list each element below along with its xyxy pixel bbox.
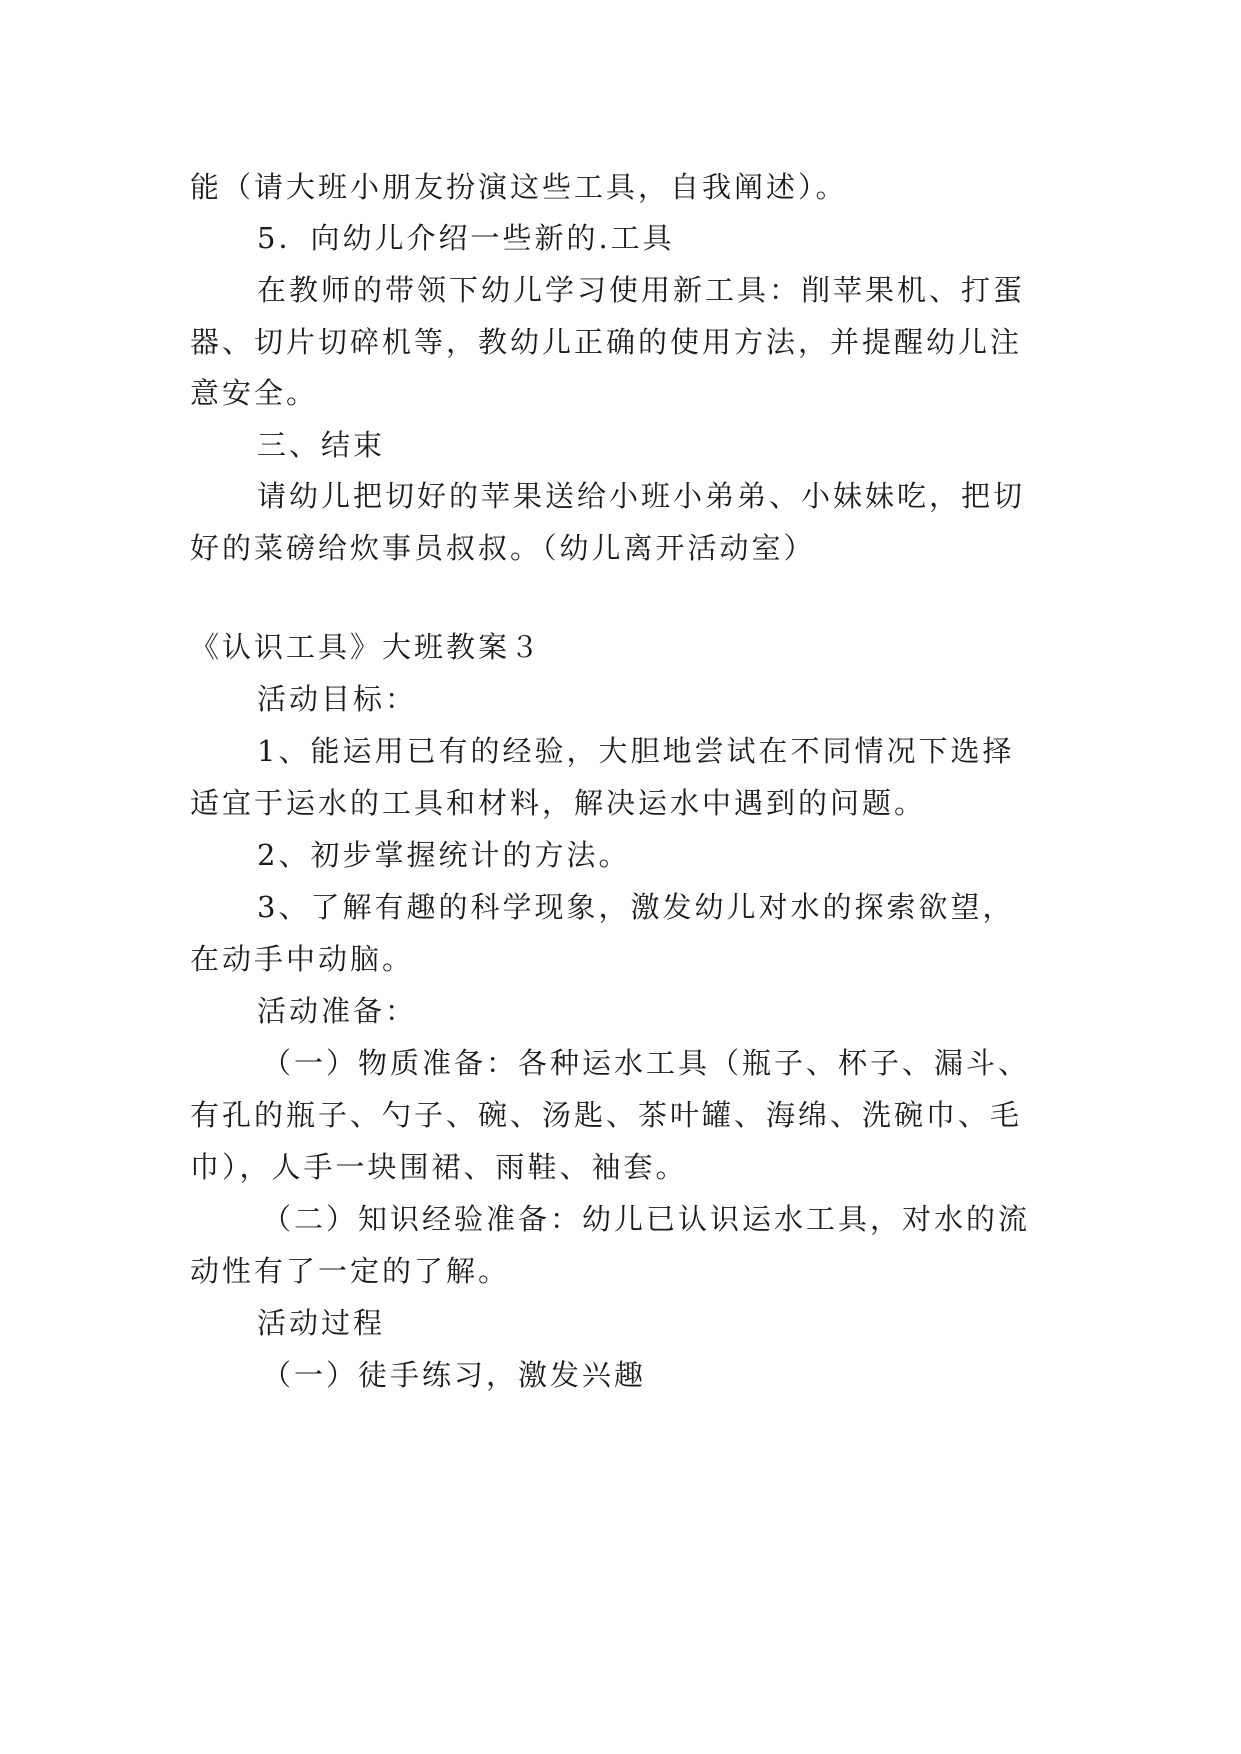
text-line: 动性有了一定的了解。 <box>190 1254 511 1288</box>
text-line: 在动手中动脑。 <box>190 942 415 976</box>
section-heading: 活动过程 <box>257 1306 386 1340</box>
text-line: 适宜于运水的工具和材料，解决运水中遇到的问题。 <box>190 786 927 820</box>
text-line: 在教师的带领下幼儿学习使用新工具：削苹果机、打蛋 <box>257 273 1026 307</box>
text-line: 器、切片切碎机等，教幼儿正确的使用方法，并提醒幼儿注 <box>190 325 1023 359</box>
text-line: 意安全。 <box>190 376 319 410</box>
text-line: （二）知识经验准备：幼儿已认识运水工具，对水的流 <box>262 1202 1031 1236</box>
text-line: 3、了解有趣的科学现象，激发幼儿对水的探索欲望， <box>257 890 1015 924</box>
text-line: 请幼儿把切好的苹果送给小班小弟弟、小妹妹吃，把切 <box>257 479 1026 513</box>
text-line: 5．向幼儿介绍一些新的.工具 <box>257 221 675 255</box>
text-line: 2、初步掌握统计的方法。 <box>257 838 631 872</box>
text-line: 有孔的瓶子、勺子、碗、汤匙、茶叶罐、海绵、洗碗巾、毛 <box>190 1098 1023 1132</box>
text-line: 能（请大班小朋友扮演这些工具，自我阐述）。 <box>190 170 848 204</box>
text-line: 巾），人手一块围裙、雨鞋、袖套。 <box>190 1150 688 1184</box>
text-line: 好的菜磅给炊事员叔叔。（幼儿离开活动室） <box>190 531 816 565</box>
text-line: 1、能运用已有的经验，大胆地尝试在不同情况下选择 <box>257 734 1015 768</box>
section-heading: 活动准备： <box>257 994 418 1028</box>
text-line: （一）物质准备：各种运水工具（瓶子、杯子、漏斗、 <box>262 1046 1031 1080</box>
text-line: （一）徒手练习，激发兴趣 <box>262 1358 647 1392</box>
section-heading: 三、结束 <box>257 428 386 462</box>
document-title: 《认识工具》大班教案３ <box>190 630 543 664</box>
section-heading: 活动目标： <box>257 682 418 716</box>
